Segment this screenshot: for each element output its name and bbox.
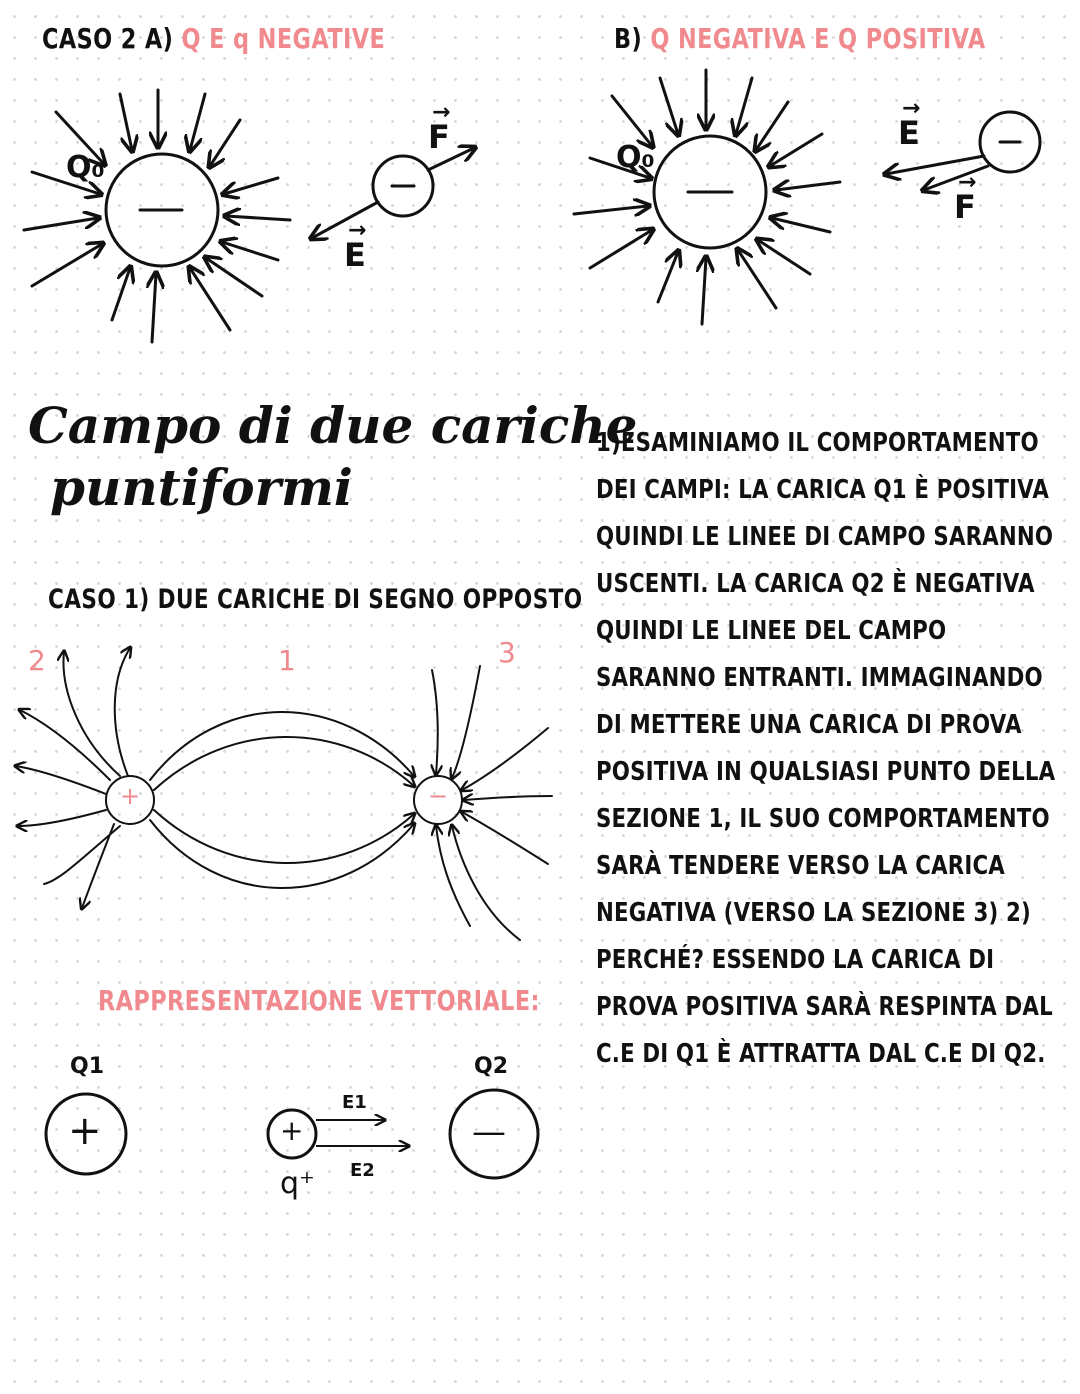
case1-title: CASO 1) DUE CARICHE DI SEGNO OPPOSTO [48, 584, 583, 615]
e2-label: E2 [350, 1160, 375, 1181]
diagram-case1-dipole [0, 630, 560, 950]
q2-sign: — [472, 1112, 506, 1152]
test-sign: + [280, 1114, 304, 1147]
dipole-field-lines [16, 648, 552, 940]
inward-field-lines-b [574, 70, 840, 324]
case2b-prefix: B) [614, 22, 643, 55]
field-label-a: → E [344, 218, 367, 274]
case2a-title: Q E q NEGATIVE [181, 22, 386, 55]
field-label-b: → E [898, 96, 921, 152]
force-label-b: → F [954, 170, 977, 226]
case2b-header [614, 22, 986, 55]
source-label-a: Q₀ [66, 150, 105, 185]
source-label-b: Q₀ [616, 140, 655, 175]
negative-charge-sign: − [428, 782, 449, 810]
force-label-a: → F [428, 100, 451, 156]
region-1-label: 1 [278, 644, 296, 677]
test-charge-label: q⁺ [280, 1166, 315, 1201]
explanation-paragraph: 1)ESAMINIAMO IL COMPORTAMENTO DEI CAMPI: LA CARICA Q1 È POSITIVA QUINDI LE LINEE DI CAMPO SARANNO USCENTI. LA CARICA Q2 È NEGATIVA QUINDI LE LINEE DEL CAMPO SARANNO ENTRANTI. IMMAGINANDO DI METTERE UNA CARICA DI PROVA POSITIVA IN QUALSIASI PUNTO DELLA SEZIONE 1, IL SUO COMPORTAMENTO SARÀ TENDERE VERSO LA CARICA NEGATIVA (VERSO LA SEZIONE 3) 2) PERCHÉ? ESSENDO LA CARICA DI PROVA POSITIVA SARÀ RESPINTA DAL C.E DI Q1 È ATTRATTA DAL C.E DI Q2. [596, 428, 1056, 1069]
q1-label: Q1 [70, 1054, 105, 1079]
case2-header [42, 22, 385, 55]
case2-prefix: CASO 2 A) [42, 22, 174, 55]
positive-charge-sign: + [120, 782, 141, 810]
region-3-label: 3 [498, 636, 516, 669]
inward-field-lines [24, 90, 290, 342]
main-title-line1: Campo di due cariche [28, 396, 638, 455]
q1-sign: + [68, 1108, 102, 1154]
case2b-title: Q NEGATIVA E Q POSITIVA [650, 22, 986, 55]
vector-rep-title: RAPPRESENTAZIONE VETTORIALE: [98, 984, 540, 1017]
e1-label: E1 [342, 1092, 367, 1113]
q2-label: Q2 [474, 1054, 509, 1079]
main-title-line2: puntiformi [50, 458, 353, 517]
region-2-label: 2 [28, 644, 46, 677]
